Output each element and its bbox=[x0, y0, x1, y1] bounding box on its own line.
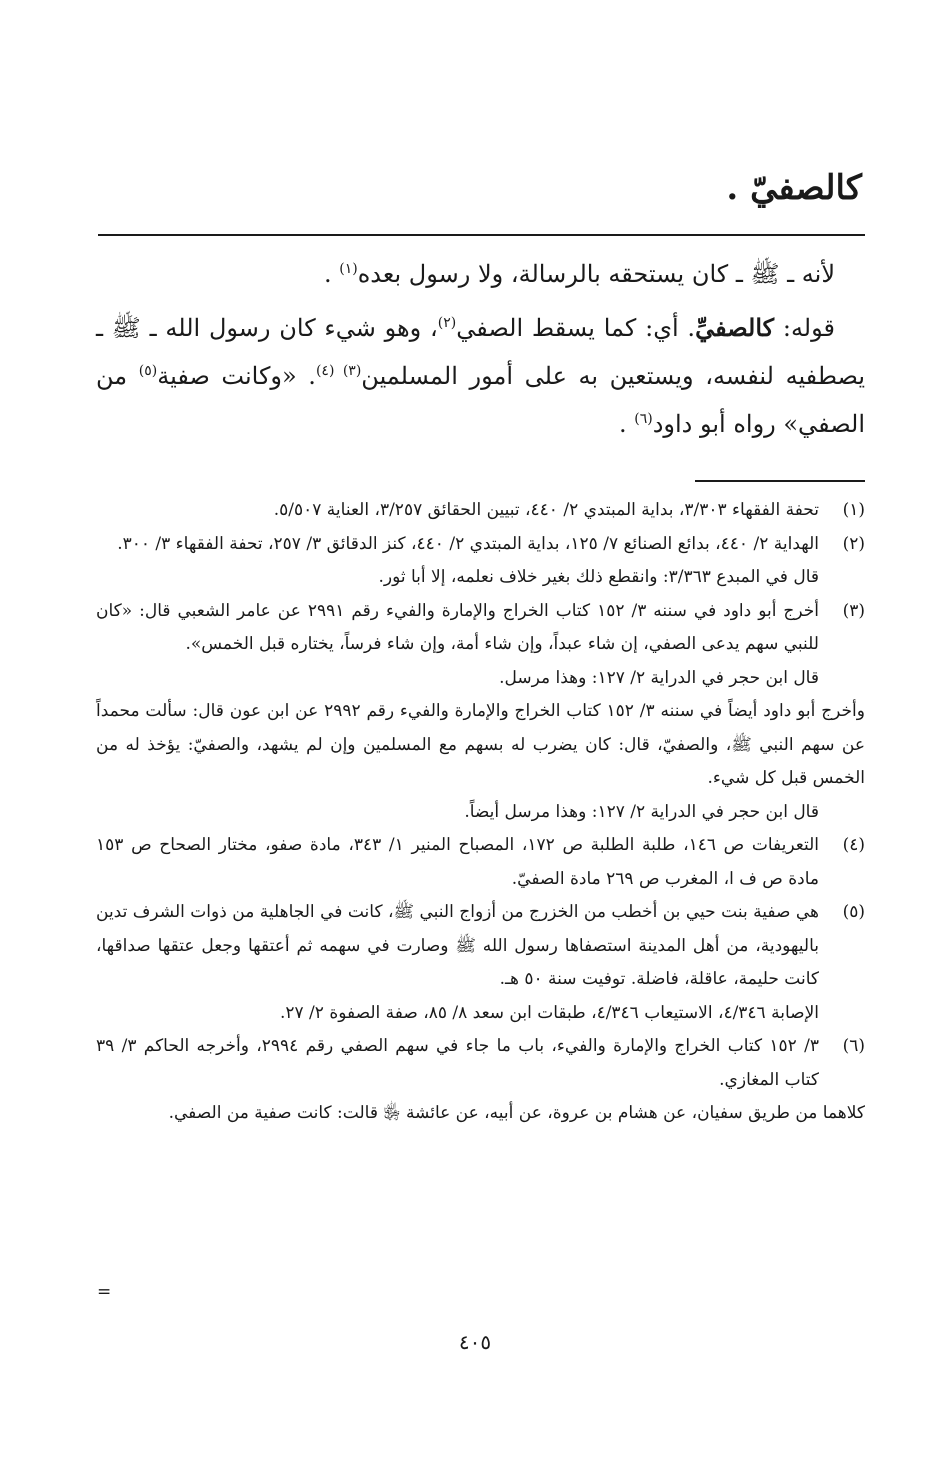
footnote-3-continuation-1: قال ابن حجر في الدراية ٢/ ١٢٧: وهذا مرسل. bbox=[499, 667, 819, 688]
footnote-text: تحفة الفقهاء ٣/٣٠٣، بداية المبتدي ٢/ ٤٤٠، تبيين الحقائق ٣/٢٥٧، العناية ٥/٥٠٧. bbox=[273, 500, 819, 520]
paragraph-2-part-a: . أي: كما يسقط الصفي bbox=[456, 314, 696, 342]
footnote-number: (٢) bbox=[842, 533, 865, 554]
section-heading: كالصفيّ . bbox=[726, 168, 862, 208]
paragraph-2-lead: قوله: bbox=[774, 314, 835, 342]
footnote-sources: الإصابة ٤/٣٤٦، الاستيعاب ٤/٣٤٦، طبقات ابن سعد ٨/ ٨٥، صفة الصفوة ٢/ ٢٧. bbox=[279, 1002, 819, 1023]
footnote-number: (١) bbox=[842, 500, 865, 520]
footnote-6-continuation: كلاهما من طريق سفيان، عن هشام بن عروة، عن أبيه، عن عائشة ﵂ قالت: كانت صفية من الصفي. bbox=[168, 1103, 865, 1123]
paragraph-1-text: لأنه ـ ﷺ ـ كان يستحقه بالرسالة، ولا رسول بعده bbox=[357, 260, 835, 288]
footnote-number: (٥) bbox=[842, 902, 865, 922]
paragraph-2-part-d: من الصفي» رواه أبو داود bbox=[96, 362, 865, 438]
footnote-divider bbox=[695, 480, 865, 482]
footnote-text: الهداية ٢/ ٤٤٠، بدائع الصنائع ٧/ ١٢٥، بداية المبتدي ٢/ ٤٤٠، كنز الدقائق ٣/ ٢٥٧، تحفة الفقهاء ٣/ ٣٠٠. bbox=[117, 533, 819, 554]
footnote-5 bbox=[96, 896, 865, 1030]
footnote-text: أخرج أبو داود في سننه ٣/ ١٥٢ كتاب الخراج والإمارة والفيء رقم ٢٩٩١ عن عامر الشعبي قال: «كان للنبي سهم يدعى الصفي، إن شاء عبداً، وإن شاء أمة، وإن شاء فرساً، يختاره قبل الخمس». bbox=[96, 600, 819, 654]
main-text bbox=[96, 250, 865, 448]
footnote-text: ٣/ ١٥٢ كتاب الخراج والإمارة والفيء، باب ما جاء في سهم الصفي رقم ٢٩٩٤، وأخرجه الحاكم ٣/ ٣٩ كتاب المغازي. bbox=[96, 1036, 820, 1090]
footnotes bbox=[96, 494, 865, 1131]
footnote-6 bbox=[96, 1030, 865, 1097]
footnote-number: (٤) bbox=[842, 835, 865, 855]
top-divider bbox=[98, 234, 865, 236]
bold-term: كالصفيِّ bbox=[695, 313, 775, 342]
paragraph-2-end: . bbox=[618, 410, 635, 438]
footnote-3-continuation-2: وأخرج أبو داود أيضاً في سننه ٣/ ١٥٢ كتاب الخراج والإمارة والفيء رقم ٢٩٩٢ عن ابن عون قال: سألت محمداً عن سهم النبي ﷺ، والصفيّ، قال: كان يضرب له بسهم مع المسلمين وإن لم يشهد، والصفيّ: يؤخذ له من الخمس قبل كل شيء. bbox=[96, 701, 865, 788]
footnote-text: هي صفية بنت حيي بن أخطب من الخزرج من أزواج النبي ﷺ، كانت في الجاهلية من ذوات الشرف تدين باليهودية، من أهل المدينة استصفاها رسول الله ﷺ وصارت في سهمه ثم أعتقها وجعل عتقها صداقها، كانت حليمة، عاقلة، فاضلة. توفيت سنة ٥٠ هـ. bbox=[96, 902, 819, 989]
paragraph-2-part-b: ، وهو شيء كان رسول الله ـ ﷺ ـ يصطفيه لنفسه، ويستعين به على أمور المسلمين bbox=[96, 314, 866, 390]
main-paragraph-1 bbox=[96, 250, 865, 298]
footnote-2-continuation: قال في المبدع ٣/٣٦٣: وانقطع ذلك بغير خلاف نعلمه، إلا أبا ثور. bbox=[378, 567, 819, 587]
footnote-3 bbox=[96, 595, 865, 662]
footnote-text: التعريفات ص ١٤٦، طلبة الطلبة ص ١٧٢، المصباح المنير ١/ ٣٤٣، مادة صفو، مختار الصحاح ص ١٥٣ مادة ص ف ا، المغرب ص ٢٦٩ مادة الصفيّ. bbox=[96, 835, 819, 889]
paragraph-2-part-c: . «وكانت صفية bbox=[157, 362, 316, 390]
main-paragraph-2 bbox=[96, 304, 865, 448]
footnote-4 bbox=[96, 829, 865, 896]
footnote-ref-3-4: (٣) (٤) bbox=[315, 363, 362, 379]
footnote-1 bbox=[96, 494, 865, 528]
footnote-ref-6: (٦) bbox=[634, 411, 653, 427]
continuation-mark: = bbox=[97, 1282, 112, 1302]
footnote-2 bbox=[96, 528, 865, 562]
page-number: ٤٠٥ bbox=[458, 1330, 492, 1354]
footnote-3-continuation-3: قال ابن حجر في الدراية ٢/ ١٢٧: وهذا مرسل أيضاً. bbox=[464, 801, 819, 822]
footnote-number: (٣) bbox=[842, 600, 865, 621]
footnote-ref-2: (٢) bbox=[437, 315, 457, 331]
paragraph-1-end: . bbox=[323, 260, 340, 288]
footnote-number: (٦) bbox=[842, 1036, 865, 1056]
footnote-ref-5: (٥) bbox=[138, 363, 158, 379]
footnote-ref-1: (١) bbox=[339, 261, 358, 277]
